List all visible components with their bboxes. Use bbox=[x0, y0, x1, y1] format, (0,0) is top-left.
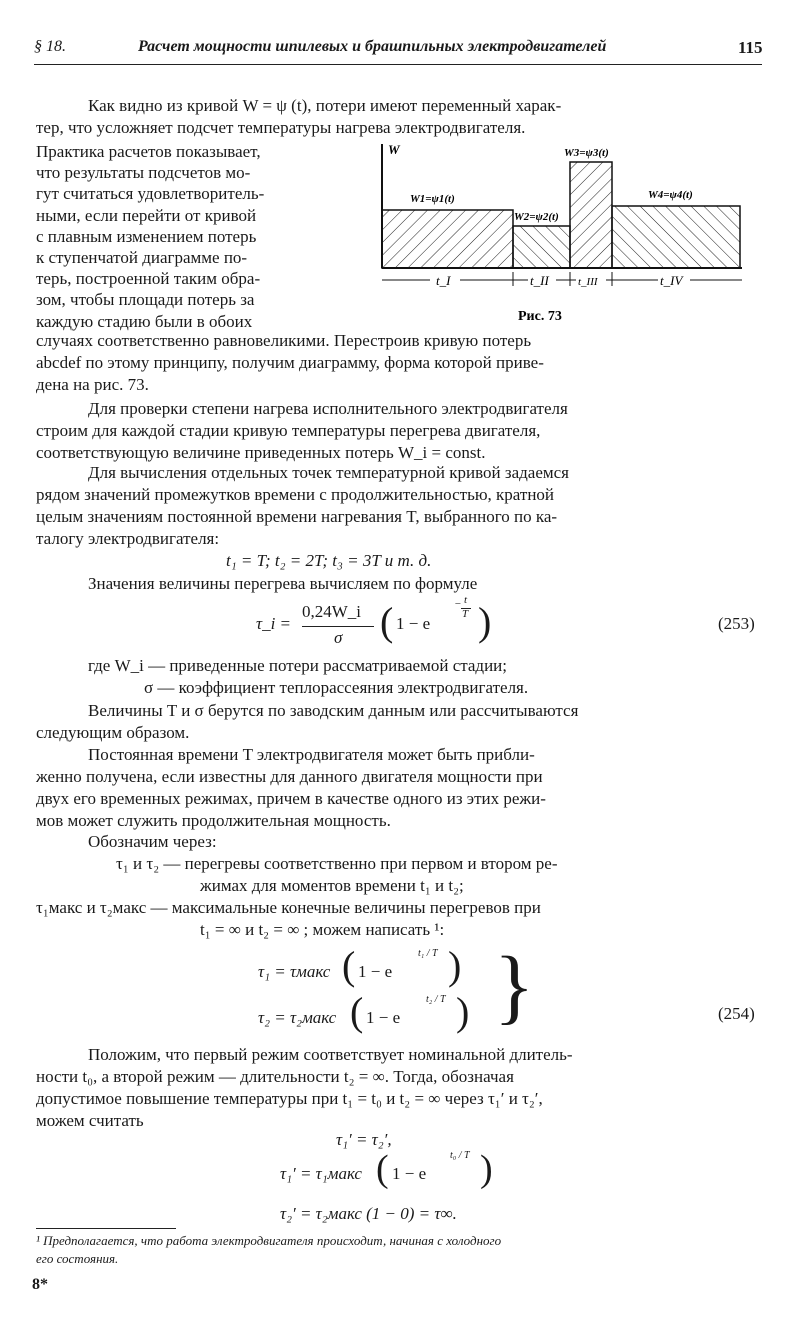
page-number: 115 bbox=[738, 38, 763, 57]
equation-final-1: τ₁′ = τ₂′, bbox=[336, 1130, 392, 1149]
running-title: Расчет мощности шпилевых и брашпильных электродвигателей bbox=[138, 38, 607, 55]
footnote-line-1: ¹ Предполагается, что работа электродвигателя происходит, начиная с холодного bbox=[36, 1233, 502, 1248]
equation-times: t₁ = T; t₂ = 2T; t₃ = 3T и т. д. bbox=[226, 551, 432, 570]
section-number: § 18. bbox=[34, 38, 66, 55]
label-t4: t_IV bbox=[660, 273, 683, 288]
paragraph-formula-intro: Значения величины перегрева вычисляем по формуле bbox=[88, 574, 478, 593]
footnote-line-2: его состояния. bbox=[36, 1251, 119, 1266]
equation-final-3: τ₂′ = τ₂макс (1 − 0) = τ∞. bbox=[280, 1204, 457, 1223]
paragraph-after-figure: случаях соответственно равновеликими. Перестроив кривую потерь abcdef по этому принципу, получим диаграмму, форма которой приве- дена на рис. 73. bbox=[36, 331, 544, 394]
paragraph-time-points: Для вычисления отдельных точек температурной кривой задаемся рядом значений промежутков времени с продолжительностью, кратной целым значениям постоянной времени нагревания T, выбранного по ка- талогу электродвигателя: bbox=[36, 463, 570, 548]
label-t1: t_I bbox=[436, 273, 451, 288]
equation-number-253: (253) bbox=[718, 614, 755, 633]
equation-final-2: τ₁′ = τ₁макс ( 1 − e t₀ / T ) bbox=[280, 1148, 493, 1190]
stage-3-block bbox=[570, 162, 612, 268]
signature-mark: 8* bbox=[32, 1276, 48, 1293]
definition-line-4: t₁ = ∞ и t₂ = ∞ ; можем написать ¹: bbox=[200, 920, 445, 939]
label-w4: W4=ψ4(t) bbox=[648, 189, 693, 201]
figure-73 bbox=[370, 140, 750, 330]
stage-4-block bbox=[612, 206, 740, 268]
paragraph-denote: Обозначим через: bbox=[88, 832, 217, 851]
where-line-1: где W_i — приведенные потери рассматриваемой стадии; bbox=[88, 656, 507, 675]
equation-number-254: (254) bbox=[718, 1004, 755, 1023]
header-rule bbox=[34, 64, 762, 65]
intro-paragraph: Как видно из кривой W = ψ (t), потери имеют переменный харак- тер, что усложняет подсчет температуры нагрева электродвигателя. bbox=[36, 96, 562, 137]
paragraph-check-heating: Для проверки степени нагрева исполнительного электродвигателя строим для каждой стадии кривую температуры перегрева двигателя, соответствующую величине приведенных потерь W_i = const. bbox=[36, 399, 568, 462]
paragraph-values-source: Величины T и σ берутся по заводским данным или рассчитываются следующим образом. bbox=[36, 701, 579, 742]
label-w3: W3=ψ3(t) bbox=[564, 147, 609, 159]
where-line-2: σ — коэффициент теплорассеяния электродвигателя. bbox=[144, 678, 529, 697]
figure-caption: Рис. 73 bbox=[518, 309, 562, 324]
equation-254: τ₁ = τмакс ( 1 − e t₁ / T ) τ₂ = τ₂макс ( 1 − e t₂ / T ) } bbox=[258, 940, 535, 1034]
definition-line-2: жимах для моментов времени t₁ и t₂; bbox=[200, 876, 464, 895]
footnote-rule bbox=[36, 1228, 176, 1229]
paragraph-assume: Положим, что первый режим соответствует номинальной длитель- ности t₀, а второй режим — длительности t₂ = ∞. Тогда, обозначая допустимое повышение температуры при t₁ = t₀ и t₂ = ∞ через τ₁′ и τ₂′, можем считать bbox=[36, 1045, 573, 1130]
label-t3: t_III bbox=[578, 276, 598, 288]
side-paragraph: Практика расчетов показывает, что результаты подсчетов мо- гут считаться удовлетворитель- ными, если перейти от кривой с плавным изменением потерь к ступенчатой диаграмме по- терь, построенной таким обра- зом, чтобы площади потерь за каждую стадию были в обоих bbox=[36, 142, 265, 331]
definition-line-3: τ₁макс и τ₂макс — максимальные конечные величины перегревов при bbox=[36, 898, 541, 917]
label-w2: W2=ψ2(t) bbox=[514, 211, 559, 223]
stage-2-block bbox=[513, 226, 570, 268]
stage-1-block bbox=[382, 210, 513, 268]
loss-diagram bbox=[370, 140, 750, 330]
label-t2: t_II bbox=[530, 273, 549, 288]
axis-label-w: W bbox=[388, 142, 400, 157]
paragraph-time-constant: Постоянная времени T электродвигателя может быть прибли- женно получена, если известны для данного двигателя мощности при двух его временных режимах, причем в качестве одного из этих режи- мов может служить продолжительная мощность. bbox=[36, 745, 546, 830]
label-w1: W1=ψ1(t) bbox=[410, 193, 455, 205]
equation-253: τ_i = 0,24W_i σ ( 1 − e − t T ) bbox=[256, 594, 492, 647]
definition-line-1: τ₁ и τ₂ — перегревы соответственно при первом и втором ре- bbox=[116, 854, 558, 873]
